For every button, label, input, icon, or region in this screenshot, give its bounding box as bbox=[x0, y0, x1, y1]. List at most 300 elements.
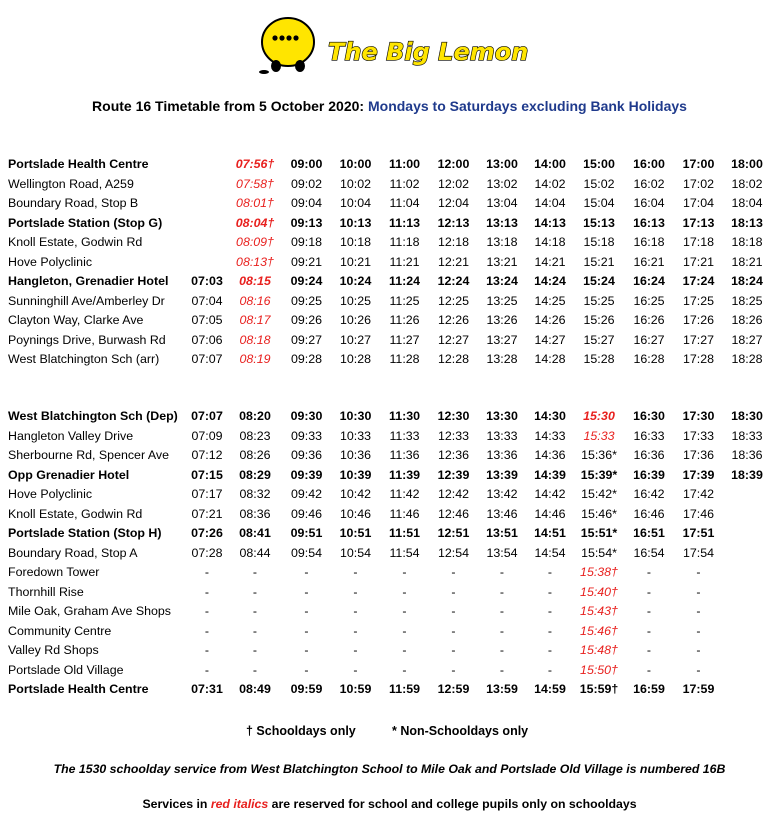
time-cell: - bbox=[547, 623, 553, 638]
time-cell: 14:42 bbox=[534, 487, 566, 501]
time-cell: - bbox=[353, 643, 358, 657]
time-cell: - bbox=[696, 604, 701, 618]
time-cell: - bbox=[204, 565, 210, 579]
time-cell: 13:04 bbox=[486, 196, 518, 210]
table-row bbox=[6, 175, 771, 195]
time-cell: 07:05 bbox=[191, 313, 223, 327]
table-row bbox=[6, 272, 771, 292]
time-cell: 08:49 bbox=[239, 682, 271, 696]
time-cell: 16:04 bbox=[633, 196, 665, 210]
time-cell: - bbox=[252, 643, 258, 657]
time-cell: 08:41 bbox=[239, 526, 271, 540]
table-row bbox=[6, 680, 771, 700]
time-cell: 07:12 bbox=[191, 448, 223, 462]
time-cell: 13:28 bbox=[486, 352, 518, 366]
time-cell: 07:21 bbox=[191, 506, 223, 521]
time-cell: - bbox=[696, 584, 701, 599]
time-cell: 18:26 bbox=[731, 313, 763, 327]
stop-name: Sunninghill Ave/Amberley Dr bbox=[8, 293, 165, 308]
time-cell: - bbox=[451, 565, 456, 579]
table-row bbox=[6, 331, 771, 351]
time-cell: 07:56† bbox=[235, 157, 275, 171]
table-row bbox=[6, 485, 771, 505]
stop-name: West Blatchington Sch (Dep) bbox=[8, 409, 178, 423]
time-cell: 14:54 bbox=[534, 545, 566, 560]
time-cell: 16:42 bbox=[633, 487, 665, 501]
time-cell: 17:36 bbox=[682, 448, 714, 462]
time-cell: 18:39 bbox=[731, 467, 763, 482]
time-cell: 16:21 bbox=[633, 254, 665, 269]
time-cell: - bbox=[402, 643, 407, 657]
time-cell: 09:30 bbox=[290, 409, 323, 423]
time-cell: 17:21 bbox=[682, 254, 714, 269]
table-row bbox=[6, 155, 771, 175]
time-cell: - bbox=[353, 623, 358, 638]
time-cell: - bbox=[499, 623, 505, 638]
time-cell: 10:27 bbox=[339, 332, 371, 347]
time-cell: 12:13 bbox=[437, 215, 470, 230]
time-cell: 18:13 bbox=[731, 215, 763, 230]
time-cell bbox=[723, 563, 771, 583]
time-cell: - bbox=[402, 623, 407, 638]
time-cell: 12:36 bbox=[437, 448, 469, 462]
legend-schooldays: † Schooldays only bbox=[246, 724, 356, 738]
table-row bbox=[6, 583, 771, 603]
time-cell: 16:13 bbox=[633, 215, 665, 230]
time-cell: 14:51 bbox=[534, 526, 566, 540]
stop-name: Hove Polyclinic bbox=[8, 254, 93, 269]
time-cell: 12:51 bbox=[437, 526, 470, 540]
time-cell: 16:27 bbox=[633, 332, 665, 347]
time-cell bbox=[723, 524, 771, 544]
time-cell: - bbox=[499, 643, 505, 657]
time-cell: 07:07 bbox=[191, 352, 223, 366]
time-cell: 09:33 bbox=[290, 428, 322, 443]
time-cell: - bbox=[499, 604, 505, 618]
time-cell: 16:25 bbox=[633, 293, 665, 308]
time-cell: 11:28 bbox=[389, 352, 420, 366]
time-cell: 14:02 bbox=[534, 176, 566, 191]
time-cell: 11:02 bbox=[389, 176, 420, 191]
time-cell: 08:19 bbox=[239, 352, 271, 366]
stop-name: Foredown Tower bbox=[8, 565, 100, 579]
time-cell: - bbox=[547, 565, 553, 579]
time-cell bbox=[186, 155, 228, 175]
time-cell: 15:50† bbox=[580, 662, 618, 677]
time-cell: 08:23 bbox=[239, 428, 271, 443]
time-cell: 17:27 bbox=[682, 332, 714, 347]
time-cell: 13:36 bbox=[486, 448, 518, 462]
time-cell: 08:13† bbox=[236, 254, 274, 269]
time-cell: 11:00 bbox=[388, 157, 420, 171]
time-cell: 09:39 bbox=[290, 467, 323, 482]
time-cell: 14:00 bbox=[534, 157, 566, 171]
time-cell: 17:51 bbox=[682, 526, 715, 540]
time-cell: 14:04 bbox=[534, 196, 566, 210]
time-cell: 10:39 bbox=[339, 467, 372, 482]
time-cell: 18:04 bbox=[731, 196, 763, 210]
time-cell: - bbox=[304, 643, 309, 657]
table-row bbox=[6, 466, 771, 486]
time-cell: - bbox=[402, 565, 407, 579]
time-cell: 08:26 bbox=[239, 448, 271, 462]
time-cell: - bbox=[646, 584, 652, 599]
time-cell: 15:59† bbox=[579, 682, 619, 696]
time-cell: 09:21 bbox=[290, 254, 322, 269]
table-row bbox=[6, 427, 771, 447]
time-cell: 07:28 bbox=[191, 545, 223, 560]
time-cell: 15:54* bbox=[581, 545, 617, 560]
time-cell: - bbox=[204, 604, 210, 618]
time-cell: 17:25 bbox=[682, 293, 714, 308]
stop-name: Mile Oak, Graham Ave Shops bbox=[8, 604, 171, 618]
time-cell: - bbox=[304, 662, 309, 677]
time-cell: 12:00 bbox=[437, 157, 470, 171]
time-cell: 14:33 bbox=[534, 428, 566, 443]
time-cell: - bbox=[499, 662, 505, 677]
time-cell: - bbox=[353, 604, 358, 618]
time-cell: 12:39 bbox=[437, 467, 470, 482]
time-cell: 12:18 bbox=[437, 235, 469, 249]
note2-red: red italics bbox=[210, 797, 269, 811]
time-cell: 17:24 bbox=[682, 274, 715, 288]
time-cell: - bbox=[696, 565, 701, 579]
time-cell: 15:38† bbox=[580, 565, 618, 579]
time-cell: 13:54 bbox=[486, 545, 518, 560]
stop-name: Poynings Drive, Burwash Rd bbox=[8, 332, 166, 347]
stop-name: Portslade Health Centre bbox=[8, 682, 149, 696]
time-cell: - bbox=[451, 643, 456, 657]
time-cell: 15:13 bbox=[583, 215, 615, 230]
time-cell: 10:00 bbox=[339, 157, 372, 171]
table-row bbox=[6, 350, 771, 370]
time-cell: 12:02 bbox=[437, 176, 469, 191]
time-cell: 15:39* bbox=[580, 467, 618, 482]
time-cell: 13:27 bbox=[486, 332, 518, 347]
time-cell bbox=[186, 214, 228, 234]
time-cell: 16:46 bbox=[633, 506, 665, 521]
time-cell: 17:39 bbox=[682, 467, 715, 482]
time-cell: 08:32 bbox=[239, 487, 271, 501]
time-cell: 13:00 bbox=[486, 157, 518, 171]
time-cell: 09:24 bbox=[290, 274, 323, 288]
time-cell: 14:24 bbox=[534, 274, 566, 288]
time-cell: 10:51 bbox=[339, 526, 372, 540]
time-cell: - bbox=[547, 643, 553, 657]
time-cell: - bbox=[252, 623, 258, 638]
time-cell: 10:21 bbox=[339, 254, 371, 269]
table-row bbox=[6, 253, 771, 273]
table-row bbox=[6, 563, 771, 583]
time-cell: 11:21 bbox=[389, 254, 420, 269]
time-cell: 13:46 bbox=[486, 506, 518, 521]
time-cell bbox=[723, 544, 771, 564]
time-cell bbox=[186, 194, 228, 214]
table-row bbox=[6, 233, 771, 253]
stop-name: Community Centre bbox=[8, 623, 112, 638]
time-cell: 12:30 bbox=[437, 409, 470, 423]
time-cell: 17:18 bbox=[682, 235, 714, 249]
time-cell: - bbox=[402, 604, 407, 618]
time-cell: 14:13 bbox=[534, 215, 566, 230]
time-cell: 08:20 bbox=[239, 409, 271, 423]
stop-name: Valley Rd Shops bbox=[8, 643, 99, 657]
stop-name: Hangleton, Grenadier Hotel bbox=[8, 274, 169, 288]
time-cell: 11:24 bbox=[388, 274, 420, 288]
time-cell: 08:44 bbox=[239, 545, 271, 560]
time-cell: 14:25 bbox=[534, 293, 566, 308]
time-cell: 15:30 bbox=[583, 409, 615, 423]
time-cell: - bbox=[304, 604, 309, 618]
time-cell: 13:33 bbox=[486, 428, 518, 443]
time-cell: 09:27 bbox=[290, 332, 322, 347]
time-cell bbox=[186, 175, 228, 195]
time-cell: 11:51 bbox=[388, 526, 420, 540]
time-cell: 13:13 bbox=[486, 215, 518, 230]
time-cell: 13:26 bbox=[486, 313, 518, 327]
time-cell: 07:17 bbox=[191, 487, 223, 501]
time-cell: - bbox=[696, 662, 701, 677]
time-cell: 11:30 bbox=[388, 409, 420, 423]
time-cell: 17:46 bbox=[682, 506, 714, 521]
time-cell: 12:27 bbox=[437, 332, 469, 347]
timetable-outbound bbox=[6, 155, 771, 370]
time-cell: 17:02 bbox=[682, 176, 714, 191]
table-row bbox=[6, 446, 771, 466]
time-cell bbox=[723, 622, 771, 642]
time-cell: - bbox=[353, 565, 358, 579]
time-cell: 16:26 bbox=[633, 313, 665, 327]
time-cell: 16:28 bbox=[633, 352, 665, 366]
time-cell: 15:48† bbox=[580, 643, 618, 657]
time-cell: 18:30 bbox=[731, 409, 763, 423]
stop-name: Hangleton Valley Drive bbox=[8, 428, 134, 443]
time-cell: 07:31 bbox=[191, 682, 223, 696]
time-cell: - bbox=[646, 623, 652, 638]
time-cell bbox=[723, 661, 771, 681]
time-cell: 10:25 bbox=[339, 293, 371, 308]
stop-name: Knoll Estate, Godwin Rd bbox=[8, 506, 143, 521]
note2-post: are reserved for school and college pupils only on schooldays bbox=[268, 797, 637, 811]
time-cell: 09:26 bbox=[290, 313, 322, 327]
time-cell: 15:25 bbox=[583, 293, 615, 308]
time-cell: 09:18 bbox=[290, 235, 322, 249]
time-cell: 10:02 bbox=[339, 176, 371, 191]
time-cell: 09:02 bbox=[290, 176, 322, 191]
time-cell: 13:39 bbox=[486, 467, 518, 482]
time-cell: 13:25 bbox=[486, 293, 518, 308]
time-cell: 07:04 bbox=[191, 293, 223, 308]
time-cell: 14:59 bbox=[534, 682, 566, 696]
time-cell: 13:42 bbox=[486, 487, 518, 501]
stop-name: Boundary Road, Stop A bbox=[8, 545, 138, 560]
stop-name: Portslade Health Centre bbox=[8, 157, 149, 171]
time-cell: 18:24 bbox=[731, 274, 763, 288]
time-cell: 17:42 bbox=[682, 487, 714, 501]
time-cell bbox=[723, 583, 771, 603]
time-cell: - bbox=[451, 584, 456, 599]
page-title bbox=[0, 98, 779, 114]
time-cell: 14:39 bbox=[534, 467, 566, 482]
time-cell: 13:51 bbox=[486, 526, 518, 540]
time-cell: 10:36 bbox=[339, 448, 371, 462]
table-row bbox=[6, 661, 771, 681]
time-cell: 14:27 bbox=[534, 332, 566, 347]
time-cell: 14:36 bbox=[534, 448, 566, 462]
time-cell: - bbox=[547, 584, 553, 599]
time-cell: 18:36 bbox=[731, 448, 763, 462]
time-cell: 18:21 bbox=[731, 254, 763, 269]
time-cell: - bbox=[204, 584, 210, 599]
stop-name: Portslade Station (Stop G) bbox=[8, 215, 163, 230]
time-cell: 13:02 bbox=[486, 176, 518, 191]
time-cell: 16:54 bbox=[633, 545, 665, 560]
time-cell: 14:18 bbox=[534, 235, 566, 249]
stop-name: Wellington Road, A259 bbox=[8, 176, 134, 191]
time-cell: - bbox=[252, 584, 258, 599]
time-cell: 10:26 bbox=[339, 313, 371, 327]
time-cell: 11:46 bbox=[389, 506, 420, 521]
time-cell: 12:46 bbox=[437, 506, 469, 521]
time-cell: 14:28 bbox=[534, 352, 566, 366]
time-cell: 16:24 bbox=[633, 274, 665, 288]
stop-name: West Blatchington Sch (arr) bbox=[8, 352, 160, 366]
time-cell: 11:54 bbox=[389, 545, 420, 560]
time-cell: - bbox=[646, 565, 652, 579]
time-cell: 07:58† bbox=[236, 176, 274, 191]
legend-non-schooldays: * Non-Schooldays only bbox=[392, 724, 529, 738]
title-days: Mondays to Saturdays excluding Bank Holidays bbox=[367, 98, 687, 114]
time-cell: 11:39 bbox=[388, 467, 420, 482]
time-cell: 18:25 bbox=[731, 293, 763, 308]
time-cell: - bbox=[451, 662, 456, 677]
time-cell: 15:46† bbox=[580, 623, 618, 638]
time-cell: 16:02 bbox=[633, 176, 665, 191]
table-row bbox=[6, 641, 771, 661]
time-cell: 09:42 bbox=[290, 487, 322, 501]
time-cell: 12:24 bbox=[437, 274, 470, 288]
time-cell: 11:04 bbox=[389, 196, 420, 210]
time-cell: 10:46 bbox=[339, 506, 371, 521]
time-cell: 09:59 bbox=[290, 682, 323, 696]
time-cell: - bbox=[646, 662, 652, 677]
time-cell: 14:21 bbox=[534, 254, 566, 269]
time-cell: 15:21 bbox=[583, 254, 615, 269]
title-prefix: Route 16 Timetable from 5 October 2020: bbox=[92, 98, 365, 114]
time-cell: 18:02 bbox=[731, 176, 763, 191]
time-cell: 12:21 bbox=[437, 254, 469, 269]
time-cell: 15:24 bbox=[583, 274, 615, 288]
time-cell: 07:06 bbox=[191, 332, 223, 347]
time-cell bbox=[723, 680, 771, 700]
time-cell: 15:46* bbox=[581, 506, 617, 521]
time-cell bbox=[723, 641, 771, 661]
time-cell: 11:42 bbox=[389, 487, 420, 501]
table-row bbox=[6, 407, 771, 427]
time-cell: 15:00 bbox=[583, 157, 615, 171]
time-cell: 18:00 bbox=[731, 157, 763, 171]
time-cell: 11:59 bbox=[388, 682, 420, 696]
time-cell bbox=[723, 505, 771, 525]
time-cell: 08:36 bbox=[239, 506, 271, 521]
time-cell: 10:28 bbox=[339, 352, 371, 366]
table-row bbox=[6, 602, 771, 622]
time-cell: - bbox=[547, 662, 553, 677]
time-cell: 07:09 bbox=[191, 428, 223, 443]
time-cell: 16:39 bbox=[633, 467, 665, 482]
note-16b: The 1530 schoolday service from West Blatchington School to Mile Oak and Portslade Old Village is numbered 16B bbox=[53, 762, 726, 776]
time-cell: - bbox=[353, 662, 358, 677]
time-cell: 15:02 bbox=[583, 176, 615, 191]
time-cell: 16:00 bbox=[633, 157, 665, 171]
time-cell: 16:51 bbox=[633, 526, 665, 540]
time-cell: 12:25 bbox=[437, 293, 469, 308]
time-cell: 12:42 bbox=[437, 487, 469, 501]
time-cell: 17:59 bbox=[682, 682, 715, 696]
time-cell bbox=[186, 233, 228, 253]
time-cell: 13:30 bbox=[486, 409, 518, 423]
time-cell: 12:26 bbox=[437, 313, 469, 327]
time-cell: 15:33 bbox=[583, 428, 615, 443]
time-cell: 15:18 bbox=[583, 235, 615, 249]
time-cell: 13:21 bbox=[486, 254, 518, 269]
note-red-italics bbox=[0, 797, 779, 811]
time-cell: 17:13 bbox=[682, 215, 715, 230]
time-cell: 08:09† bbox=[236, 235, 274, 249]
time-cell: 08:17 bbox=[239, 313, 271, 327]
time-cell: 18:27 bbox=[731, 332, 763, 347]
logo-text: The Big Lemon bbox=[328, 38, 529, 66]
time-cell: 17:00 bbox=[682, 157, 715, 171]
time-cell: 10:59 bbox=[339, 682, 372, 696]
time-cell: 08:01† bbox=[236, 196, 274, 210]
time-cell: 09:25 bbox=[290, 293, 322, 308]
time-cell: 09:04 bbox=[290, 196, 322, 210]
time-cell: 15:36* bbox=[581, 448, 617, 462]
table-row bbox=[6, 524, 771, 544]
time-cell: 08:16 bbox=[239, 293, 271, 308]
time-cell: 09:00 bbox=[290, 157, 323, 171]
time-cell: - bbox=[499, 584, 505, 599]
time-cell: 11:18 bbox=[389, 235, 420, 249]
time-cell: 15:04 bbox=[583, 196, 615, 210]
time-cell: - bbox=[402, 662, 407, 677]
time-cell: - bbox=[353, 584, 358, 599]
time-cell: - bbox=[402, 584, 407, 599]
time-cell: 09:28 bbox=[290, 352, 322, 366]
time-cell: - bbox=[304, 565, 309, 579]
time-cell: 07:26 bbox=[191, 526, 223, 540]
time-cell: 09:36 bbox=[290, 448, 322, 462]
time-cell: 08:04† bbox=[235, 215, 275, 230]
time-cell: 09:13 bbox=[290, 215, 323, 230]
time-cell: 14:46 bbox=[534, 506, 566, 521]
time-cell: - bbox=[304, 584, 309, 599]
time-cell bbox=[723, 485, 771, 505]
stop-name: Portslade Station (Stop H) bbox=[8, 526, 162, 540]
time-cell: - bbox=[252, 604, 258, 618]
time-cell: 16:59 bbox=[633, 682, 665, 696]
time-cell: 17:26 bbox=[682, 313, 714, 327]
time-cell: 17:28 bbox=[682, 352, 714, 366]
timetable-return bbox=[6, 407, 771, 700]
table-row bbox=[6, 292, 771, 312]
time-cell: 10:18 bbox=[339, 235, 371, 249]
table-row bbox=[6, 214, 771, 234]
time-cell: 13:18 bbox=[486, 235, 518, 249]
big-lemon-logo bbox=[258, 14, 529, 84]
time-cell: 15:40† bbox=[580, 584, 618, 599]
